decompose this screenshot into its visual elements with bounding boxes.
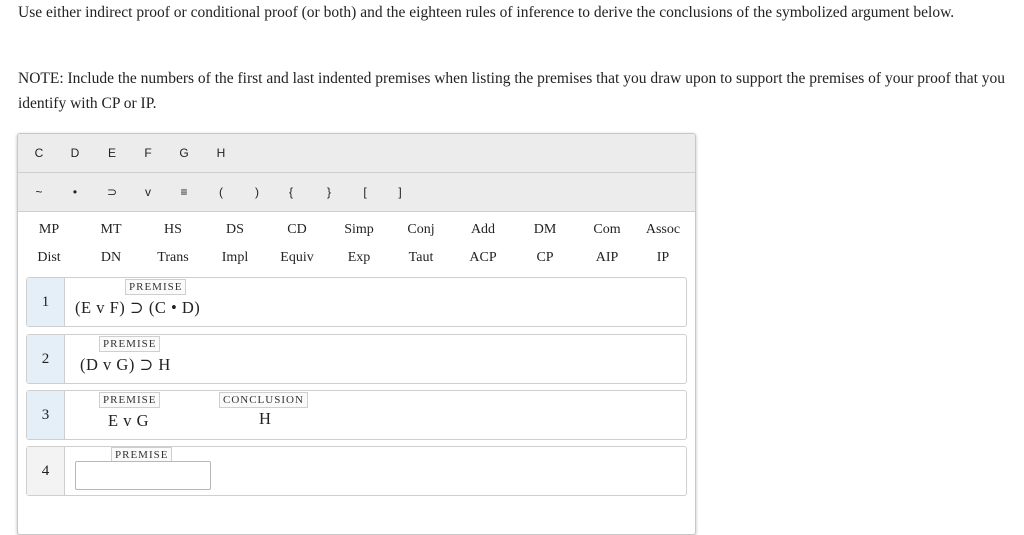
open-paren-button[interactable]: ( bbox=[219, 185, 223, 199]
proof-line-2[interactable] bbox=[26, 334, 687, 384]
dot-button[interactable]: • bbox=[72, 185, 78, 199]
rule-equiv[interactable]: Equiv bbox=[280, 250, 314, 265]
premise-statement[interactable]: (D v G) ⊃ H bbox=[80, 355, 171, 374]
letter-button-c[interactable]: C bbox=[34, 146, 44, 160]
line-number: 3 bbox=[27, 391, 65, 439]
conclusion-tag: CONCLUSION bbox=[219, 392, 308, 408]
proof-line-3[interactable] bbox=[26, 390, 687, 440]
open-bracket-button[interactable]: [ bbox=[363, 185, 367, 199]
premise-statement[interactable]: (E v F) ⊃ (C • D) bbox=[75, 298, 201, 317]
premise-statement[interactable]: E v G bbox=[108, 411, 149, 430]
line-number: 4 bbox=[27, 447, 65, 495]
rule-simp[interactable]: Simp bbox=[344, 222, 374, 237]
horseshoe-button[interactable]: ⊃ bbox=[106, 185, 118, 199]
rule-com[interactable]: Com bbox=[593, 222, 621, 237]
rule-assoc[interactable]: Assoc bbox=[645, 222, 681, 237]
line-number: 1 bbox=[27, 278, 65, 326]
instructions-text: Use either indirect proof or conditional proof (or both) and the eighteen rules of inference to derive the conclusions of the symbolized argument below. bbox=[18, 4, 955, 21]
premise-input[interactable] bbox=[75, 461, 211, 490]
proof-line-1[interactable] bbox=[26, 277, 687, 327]
rules-toolbar bbox=[18, 214, 695, 270]
rule-dist[interactable]: Dist bbox=[37, 250, 61, 265]
rule-conj[interactable]: Conj bbox=[407, 222, 435, 237]
rule-impl[interactable]: Impl bbox=[221, 250, 249, 265]
rule-exp[interactable]: Exp bbox=[347, 250, 371, 265]
proof-editor bbox=[17, 133, 696, 535]
line-number: 2 bbox=[27, 335, 65, 383]
letter-button-h[interactable]: H bbox=[216, 146, 226, 160]
rule-dm[interactable]: DM bbox=[533, 222, 557, 237]
premise-tag: PREMISE bbox=[111, 447, 172, 463]
conclusion-statement: H bbox=[259, 409, 272, 428]
rule-add[interactable]: Add bbox=[470, 222, 496, 237]
tilde-button[interactable]: ~ bbox=[35, 185, 43, 199]
premise-tag: PREMISE bbox=[125, 279, 186, 295]
proof-line-4[interactable] bbox=[26, 446, 687, 496]
note-text: NOTE: Include the numbers of the first and last indented premises when listing the premises that you draw upon to support the premises of your proof that you identify with CP or IP. bbox=[18, 70, 1006, 112]
letter-toolbar bbox=[18, 134, 695, 173]
rule-taut[interactable]: Taut bbox=[408, 250, 434, 265]
rule-dn[interactable]: DN bbox=[100, 250, 122, 265]
rule-cp[interactable]: CP bbox=[536, 250, 554, 265]
rule-ds[interactable]: DS bbox=[226, 222, 244, 237]
letter-button-d[interactable]: D bbox=[70, 146, 80, 160]
rule-hs[interactable]: HS bbox=[164, 222, 182, 237]
open-brace-button[interactable]: { bbox=[288, 185, 294, 199]
premise-tag: PREMISE bbox=[99, 392, 160, 408]
premise-tag: PREMISE bbox=[99, 336, 160, 352]
rule-trans[interactable]: Trans bbox=[157, 250, 189, 265]
rule-cd[interactable]: CD bbox=[287, 222, 307, 237]
close-paren-button[interactable]: ) bbox=[255, 185, 259, 199]
symbol-toolbar bbox=[18, 173, 695, 212]
rule-aip[interactable]: AIP bbox=[595, 250, 619, 265]
letter-button-g[interactable]: G bbox=[179, 146, 189, 160]
letter-button-e[interactable]: E bbox=[107, 146, 117, 160]
rule-acp[interactable]: ACP bbox=[469, 250, 497, 265]
wedge-button[interactable]: v bbox=[145, 185, 151, 199]
triple-bar-button[interactable]: ≡ bbox=[180, 185, 188, 199]
rule-mp[interactable]: MP bbox=[38, 222, 60, 237]
letter-button-f[interactable]: F bbox=[144, 146, 152, 160]
rule-ip[interactable]: IP bbox=[656, 250, 670, 265]
close-bracket-button[interactable]: ] bbox=[398, 185, 402, 199]
rule-mt[interactable]: MT bbox=[100, 222, 122, 237]
close-brace-button[interactable]: } bbox=[326, 185, 332, 199]
